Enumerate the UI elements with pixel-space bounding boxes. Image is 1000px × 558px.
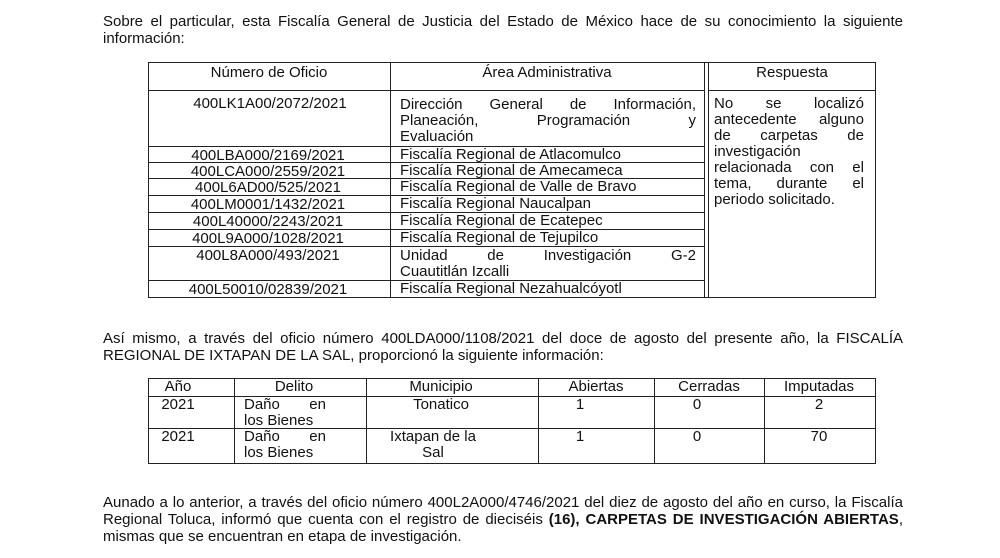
header-divider <box>708 90 876 91</box>
anio-cell: 2021 <box>161 428 195 445</box>
delito-cell: Daño en <box>244 396 326 413</box>
header-divider <box>148 90 704 91</box>
ixtapan-table <box>148 378 876 464</box>
area-cell: Unidad de Investigación G-2 <box>400 247 696 264</box>
oficio-cell: 400LK1A00/2072/2021 <box>193 95 347 112</box>
area-cell: Fiscalía Regional Nezahualcóyotl <box>400 280 622 297</box>
oficio-cell: 400L8A000/493/2021 <box>196 247 340 264</box>
oficio-cell: 400LM0001/1432/2021 <box>190 196 346 213</box>
municipio-cell: Sal <box>422 444 444 461</box>
area-cell: Cuautitlán Izcalli <box>400 263 510 280</box>
aunado-text-end: , mismas que se encuentran en etapa de investigación. <box>103 511 903 545</box>
area-cell: Fiscalía Regional de Ecatepec <box>400 212 603 229</box>
area-cell: Evaluación <box>400 128 474 145</box>
area-cell: Planeación, Programación y <box>400 112 696 129</box>
oficio-cell: 400LCA000/2559/2021 <box>190 163 346 180</box>
anio-cell: 2021 <box>161 396 195 413</box>
intro-paragraph: Sobre el particular, esta Fiscalía General de Justicia del Estado de México hace de su conocimiento la siguiente información: <box>103 13 903 47</box>
oficio-cell: 400L50010/02839/2021 <box>188 281 348 298</box>
aunado-text: Aunado a lo anterior, a través del oficio número 400L2A000/4746/2021 del diez de agosto del año en curso, la Fiscalía Regional Toluca, informó que cuenta con el registro de dieciséis <box>103 494 903 528</box>
area-cell: Fiscalía Regional de Atlacomulco <box>400 146 621 163</box>
oficio-cell: 400L9A000/1028/2021 <box>192 230 344 247</box>
asi-mismo-paragraph: Así mismo, a través del oficio número 400LDA000/1108/2021 del doce de agosto del presente año, la FISCALÍA REGIONAL DE IXTAPAN DE LA SAL, proporcionó la siguiente información: <box>103 330 903 364</box>
header-imputadas: Imputadas <box>783 378 855 395</box>
header-delito: Delito <box>274 378 314 395</box>
delito-cell: los Bienes <box>244 412 314 429</box>
delito-cell: los Bienes <box>244 444 314 461</box>
aunado-bold-text: (16), CARPETAS DE INVESTIGACIÓN ABIERTAS <box>548 511 899 528</box>
column-divider <box>704 62 705 298</box>
cerradas-cell: 0 <box>692 396 702 413</box>
respuesta-cell: No se localizó antecedente alguno de carpetas de investigación relacionada con el tema, durante el periodo solicitado. <box>714 95 864 208</box>
imputadas-cell: 2 <box>814 396 824 413</box>
header-abiertas: Abiertas <box>568 378 624 395</box>
oficio-cell: 400L40000/2243/2021 <box>192 213 344 230</box>
header-anio: Año <box>164 378 192 395</box>
imputadas-cell: 70 <box>810 428 828 445</box>
area-cell: Fiscalía Regional Naucalpan <box>400 195 591 212</box>
cerradas-cell: 0 <box>692 428 702 445</box>
oficio-cell: 400LBA000/2169/2021 <box>191 147 345 164</box>
municipio-cell: Ixtapan de la <box>390 428 476 445</box>
header-numero-oficio: Número de Oficio <box>210 64 328 81</box>
municipio-cell: Tonatico <box>413 396 469 413</box>
delito-cell: Daño en <box>244 428 326 445</box>
column-divider <box>708 62 709 298</box>
header-respuesta: Respuesta <box>756 64 828 81</box>
header-cerradas: Cerradas <box>678 378 740 395</box>
abiertas-cell: 1 <box>575 396 585 413</box>
oficio-cell: 400L6AD00/525/2021 <box>195 179 341 196</box>
aunado-paragraph <box>103 494 903 545</box>
column-divider <box>390 62 391 298</box>
area-cell: Dirección General de Información, <box>400 96 696 113</box>
area-cell: Fiscalía Regional de Tejupilco <box>400 229 599 246</box>
header-municipio: Municipio <box>409 378 473 395</box>
oficios-table <box>148 62 876 298</box>
area-cell: Fiscalía Regional de Valle de Bravo <box>400 178 637 195</box>
header-area: Área Administrativa <box>482 64 612 81</box>
area-cell: Fiscalía Regional de Amecameca <box>400 162 623 179</box>
abiertas-cell: 1 <box>575 428 585 445</box>
